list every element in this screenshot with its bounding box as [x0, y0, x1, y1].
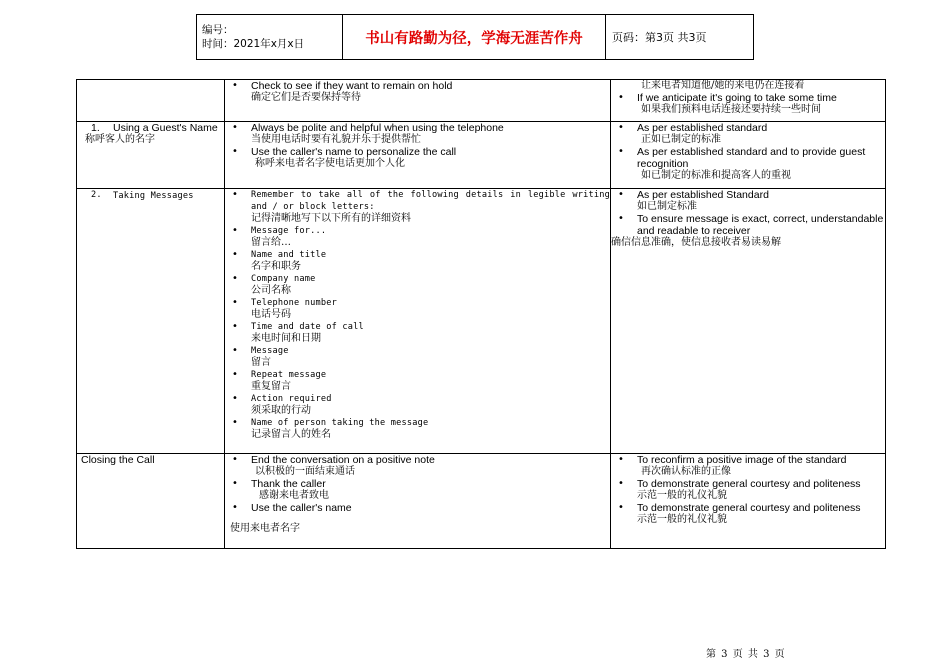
list-item-zh: 重复留言: [251, 381, 291, 392]
list-item-zh: 使用来电者名字: [230, 523, 300, 534]
list-item: • Message for...: [225, 225, 610, 237]
cell-step: [77, 189, 225, 454]
list-item: • Check to see if they want to remain on hold: [225, 80, 610, 92]
list-item: • Repeat message: [225, 369, 610, 381]
list-item-zh: 公司名称: [251, 285, 291, 296]
list-item-zh: 再次确认标准的正像: [641, 466, 731, 477]
table-row: [77, 189, 886, 454]
header-table: [196, 14, 754, 60]
list-item-zh: 确定它们是否要保持等待: [251, 92, 361, 103]
cell-step: [77, 80, 225, 122]
step-title: [77, 189, 224, 202]
cell-action: [225, 189, 611, 454]
step-label: Taking Messages: [113, 191, 194, 201]
list-item-zh: 名字和职务: [251, 261, 301, 272]
list-item: • Always be polite and helpful when using the telephone: [225, 122, 610, 134]
cell-action: [225, 80, 611, 122]
list-item: • Use the caller's name to personalize the call: [225, 146, 610, 158]
cell-step: [77, 122, 225, 189]
list-item-zh: 如已制定标准: [637, 201, 697, 212]
cell-reason: [611, 189, 886, 454]
list-item: • End the conversation on a positive note: [225, 454, 610, 466]
list-item-zh: 须采取的行动: [251, 405, 311, 416]
step-label: Closing the Call: [81, 454, 155, 466]
list-item-zh: 记录留言人的姓名: [251, 429, 331, 440]
list-item: • To demonstrate general courtesy and politeness: [611, 478, 885, 490]
step-title: [77, 122, 224, 134]
list-item: • To demonstrate general courtesy and politeness: [611, 502, 885, 514]
list-item: • To ensure message is exact, correct, understandable and readable to receiver: [611, 213, 885, 237]
procedure-table: [76, 79, 886, 549]
cell-action: [225, 122, 611, 189]
header-page: 页码：第3页 共3页: [606, 15, 754, 60]
table-row: [77, 122, 886, 189]
cell-reason: [611, 122, 886, 189]
list-item-zh: 正如已制定的标准: [641, 134, 721, 145]
list-item: • Name of person taking the message: [225, 417, 610, 429]
list-item-zh: 记得清晰地写下以下所有的详细资料: [251, 213, 411, 224]
header-motto: 书山有路勤为径，学海无涯苦作舟: [343, 15, 606, 60]
list-item: • If we anticipate it's going to take some time: [611, 92, 885, 104]
list-item: • As per established Standard: [611, 189, 885, 201]
cell-reason: [611, 80, 886, 122]
cell-reason: [611, 454, 886, 549]
list-item: • Time and date of call: [225, 321, 610, 333]
list-item: • Action required: [225, 393, 610, 405]
list-item: • Message: [225, 345, 610, 357]
list-item-zh: 称呼来电者名字使电话更加个人化: [255, 158, 405, 169]
list-item-zh: 以积极的一面结束通话: [255, 466, 355, 477]
header-meta: [197, 15, 343, 60]
page-footer: 第 3 页 共 3 页: [706, 649, 786, 660]
list-item-zh: 如已制定的标准和提高客人的重视: [641, 170, 791, 181]
cell-action: [225, 454, 611, 549]
header-bianhao: 编号：: [202, 24, 234, 36]
list-item: • Remember to take all of the following details in legible writing and / or block letters:: [225, 189, 610, 213]
list-item-zh-text: 确信信息准确，使信息接收者易读易解: [611, 237, 781, 248]
list-item: • Name and title: [225, 249, 610, 261]
list-item-zh: 留言: [251, 357, 271, 368]
list-item-zh: 当使用电话时要有礼貌并乐于提供帮忙: [251, 134, 421, 145]
table-row: [77, 454, 886, 549]
list-item: • To reconfirm a positive image of the standard: [611, 454, 885, 466]
list-item-zh: 示范一般的礼仪礼貌: [637, 490, 727, 501]
list-item-zh: 示范一般的礼仪礼貌: [637, 514, 727, 525]
list-item: • Use the caller's name: [225, 502, 610, 514]
list-item-zh: 留言给…: [251, 237, 291, 248]
step-number: 1.: [91, 122, 100, 134]
cell-step: [77, 454, 225, 549]
list-item: • As per established standard and to provide guest recognition: [611, 146, 885, 170]
list-item-zh: 让来电者知道他/她的来电仍在连接着: [641, 80, 805, 91]
step-label: Using a Guest's Name: [113, 122, 218, 134]
list-item-zh: 来电时间和日期: [251, 333, 321, 344]
list-item-zh: [585, 237, 885, 249]
step-number: 2.: [91, 190, 102, 200]
step-label-zh: 称呼客人的名字: [85, 134, 155, 145]
list-item: • Telephone number: [225, 297, 610, 309]
header-date: 时间：2021年x月x日: [202, 38, 305, 50]
list-item-zh: 电话号码: [251, 309, 291, 320]
list-item: • Company name: [225, 273, 610, 285]
list-item: • Thank the caller: [225, 478, 610, 490]
list-item-zh: 感谢来电者致电: [259, 490, 329, 501]
list-item: • As per established standard: [611, 122, 885, 134]
table-row: [77, 80, 886, 122]
list-item-zh: 如果我们预料电话连接还要持续一些时间: [641, 104, 821, 115]
